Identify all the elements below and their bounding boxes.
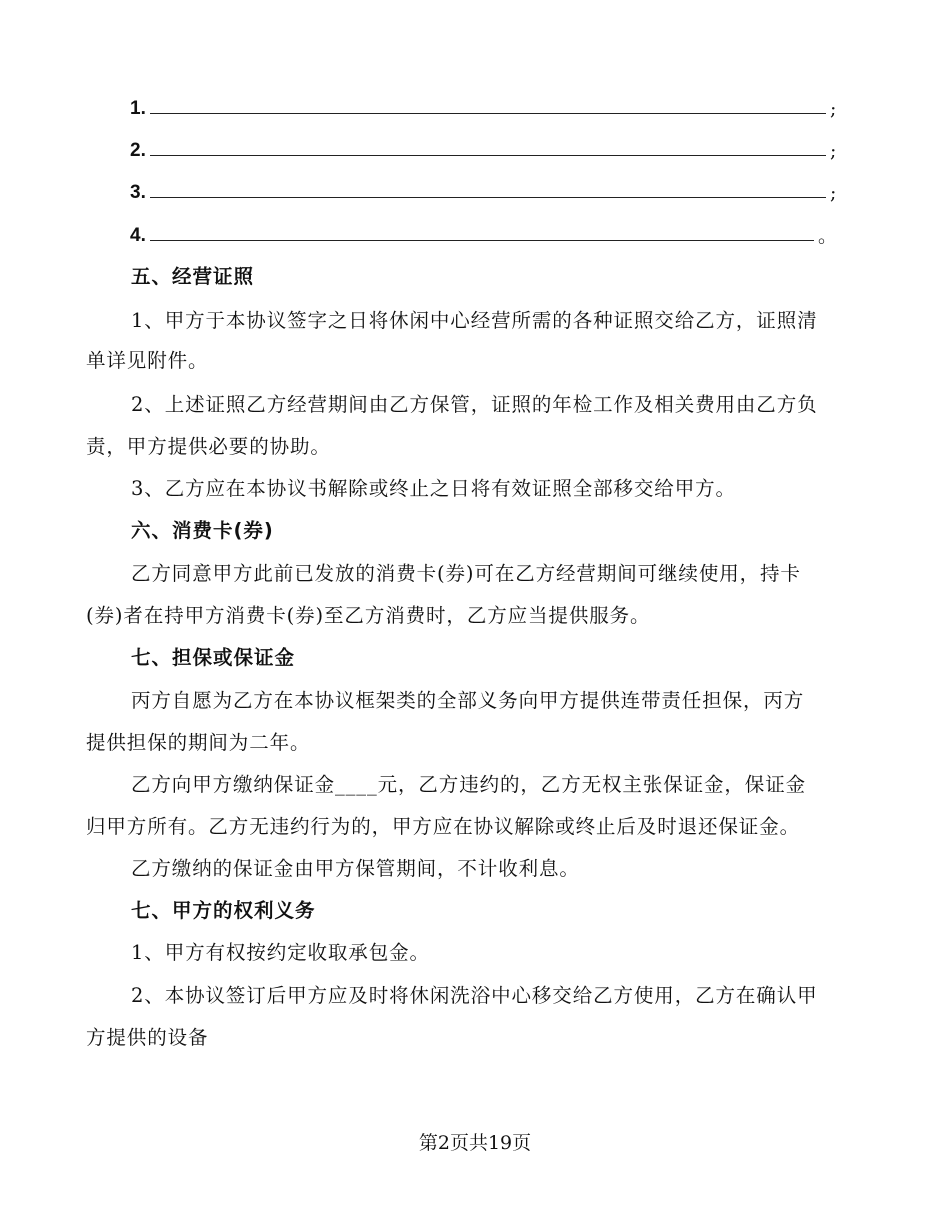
- paragraph-line: 乙方缴纳的保证金由甲方保管期间，不计收利息。: [131, 857, 580, 880]
- fill-in-rule: [150, 240, 814, 241]
- paragraph-line: 丙方自愿为乙方在本协议框架类的全部义务向甲方提供连带责任担保，丙方: [131, 689, 805, 712]
- paragraph-line: 归甲方所有。乙方无违约行为的，甲方应在协议解除或终止后及时退还保证金。: [86, 815, 801, 838]
- fill-in-rule: [150, 113, 826, 114]
- blank-terminator: ;: [830, 140, 837, 162]
- paragraph-line: 提供担保的期间为二年。: [86, 731, 311, 754]
- blank-number: 4.: [130, 225, 146, 246]
- paragraph-line: 2、上述证照乙方经营期间由乙方保管，证照的年检工作及相关费用由乙方负: [131, 393, 818, 416]
- fill-in-rule: [150, 197, 826, 198]
- blank-terminator: ;: [830, 182, 837, 204]
- blank-terminator: 。: [818, 225, 838, 247]
- paragraph-line: 2、本协议签订后甲方应及时将休闲洗浴中心移交给乙方使用，乙方在确认甲: [131, 984, 818, 1007]
- fill-in-rule: [150, 155, 826, 156]
- paragraph-line: 1、甲方有权按约定收取承包金。: [131, 941, 430, 964]
- paragraph-line: 1、甲方于本协议签字之日将休闲中心经营所需的各种证照交给乙方，证照清: [131, 309, 818, 332]
- blank-number: 3.: [130, 182, 146, 203]
- blank-line-2: [130, 136, 840, 166]
- blank-line-1: [130, 94, 840, 124]
- section-heading-business-licenses: 五、经营证照: [131, 265, 255, 288]
- paragraph-line: 乙方向甲方缴纳保证金____元，乙方违约的，乙方无权主张保证金，保证金: [131, 773, 807, 796]
- blank-number: 2.: [130, 140, 146, 161]
- paragraph-line: 责，甲方提供必要的协助。: [86, 435, 331, 458]
- paragraph-line: 方提供的设备: [86, 1026, 209, 1049]
- section-heading-guarantee-deposit: 七、担保或保证金: [131, 646, 296, 669]
- blank-number: 1.: [130, 98, 146, 119]
- section-heading-consumption-cards: 六、消费卡(券): [131, 519, 274, 542]
- blank-line-3: [130, 178, 840, 208]
- page-number-footer: 第2页共19页: [418, 1132, 532, 1154]
- paragraph-line: (券)者在持甲方消费卡(券)至乙方消费时，乙方应当提供服务。: [86, 604, 651, 627]
- paragraph-line: 单详见附件。: [86, 349, 209, 372]
- paragraph-line: 乙方同意甲方此前已发放的消费卡(券)可在乙方经营期间可继续使用，持卡: [131, 562, 801, 585]
- blank-terminator: ;: [830, 98, 837, 120]
- section-heading-party-a-rights: 七、甲方的权利义务: [131, 899, 316, 922]
- paragraph-line: 3、乙方应在本协议书解除或终止之日将有效证照全部移交给甲方。: [131, 477, 736, 500]
- blank-line-4: [130, 221, 840, 251]
